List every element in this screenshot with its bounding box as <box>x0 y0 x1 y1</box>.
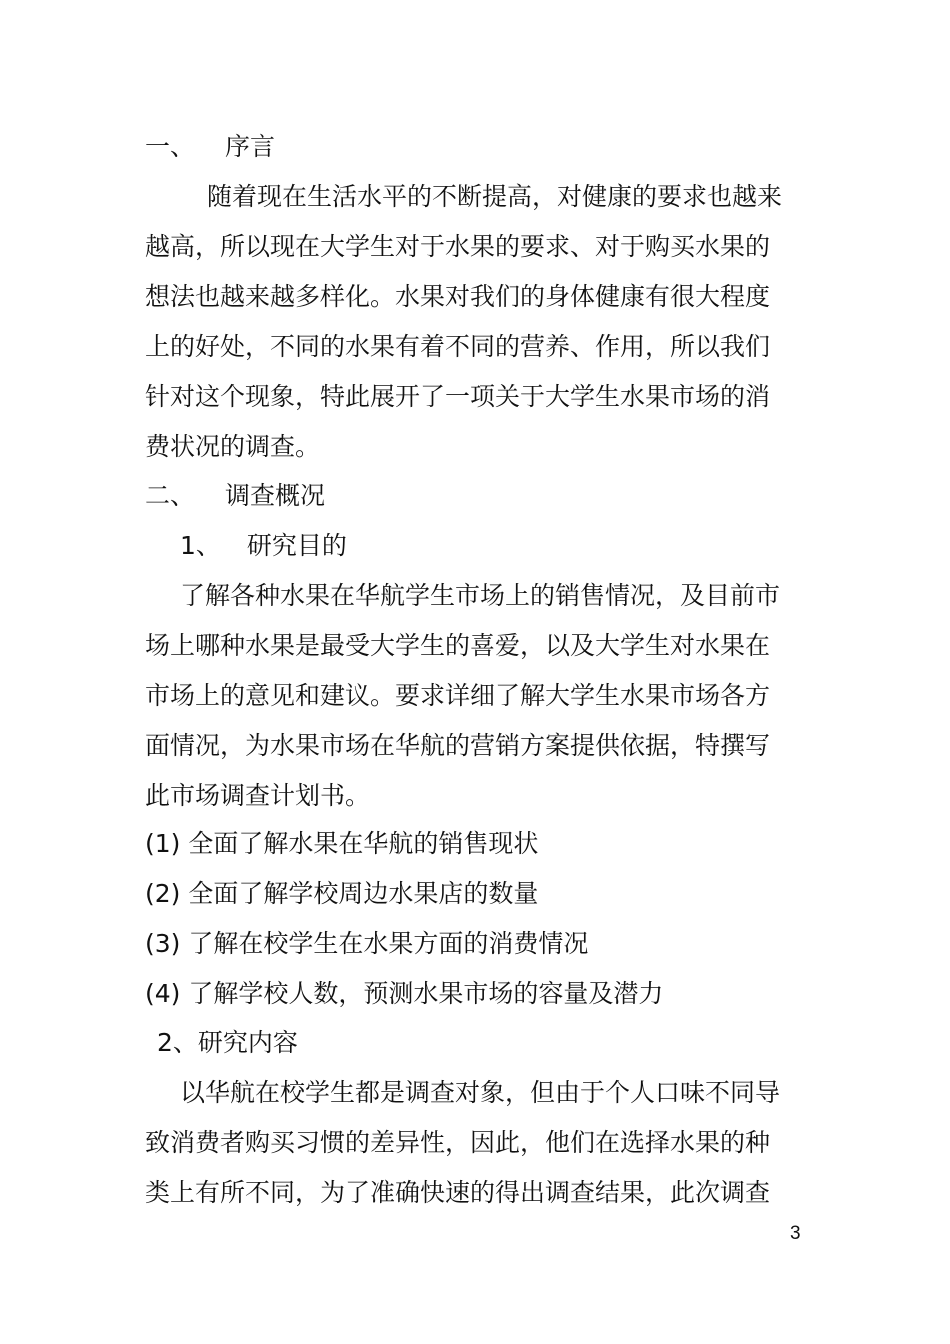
paragraph-line: 类上有所不同，为了准确快速的得出调查结果，此次调查 <box>145 1178 771 1207</box>
paragraph-line: 市场上的意见和建议。要求详细了解大学生水果市场各方 <box>145 681 771 710</box>
paragraph-line: 此市场调查计划书。 <box>145 781 371 810</box>
paragraph-line: 致消费者购买习惯的差异性，因此，他们在选择水果的种 <box>145 1128 771 1157</box>
paragraph-line: 费状况的调查。 <box>145 432 321 461</box>
list-item: (1) 全面了解水果在华航的销售现状 <box>145 829 539 858</box>
page-number: 3 <box>790 1223 801 1244</box>
subsection-heading-content: 2、研究内容 <box>157 1028 298 1057</box>
section-number: 一、 <box>145 132 196 161</box>
paragraph-line: 面情况，为水果市场在华航的营销方案提供依据，特撰写 <box>145 731 771 760</box>
section-heading-overview <box>145 480 325 512</box>
paragraph-line: 了解各种水果在华航学生市场上的销售情况，及目前市 <box>180 581 781 610</box>
list-item: (4) 了解学校人数，预测水果市场的容量及潜力 <box>145 979 664 1008</box>
subsection-heading-purpose <box>180 530 347 562</box>
paragraph-line: 想法也越来越多样化。水果对我们的身体健康有很大程度 <box>145 282 771 311</box>
section-title: 调查概况 <box>225 481 326 510</box>
paragraph-line: 越高，所以现在大学生对于水果的要求、对于购买水果的 <box>145 232 771 261</box>
paragraph-line: 随着现在生活水平的不断提高，对健康的要求也越来 <box>207 182 783 211</box>
paragraph-line: 上的好处，不同的水果有着不同的营养、作用，所以我们 <box>145 332 771 361</box>
list-item: (3) 了解在校学生在水果方面的消费情况 <box>145 929 589 958</box>
list-item: (2) 全面了解学校周边水果店的数量 <box>145 879 539 908</box>
paragraph-line: 场上哪种水果是最受大学生的喜爱，以及大学生对水果在 <box>145 631 771 660</box>
section-number: 二、 <box>145 481 196 510</box>
section-heading-preface <box>145 131 275 163</box>
paragraph-line: 针对这个现象，特此展开了一项关于大学生水果市场的消 <box>145 382 771 411</box>
subsection-title: 研究目的 <box>246 531 347 560</box>
subsection-number: 1、 <box>180 531 221 560</box>
section-title: 序言 <box>225 132 276 161</box>
paragraph-line: 以华航在校学生都是调查对象，但由于个人口味不同导 <box>180 1078 781 1107</box>
